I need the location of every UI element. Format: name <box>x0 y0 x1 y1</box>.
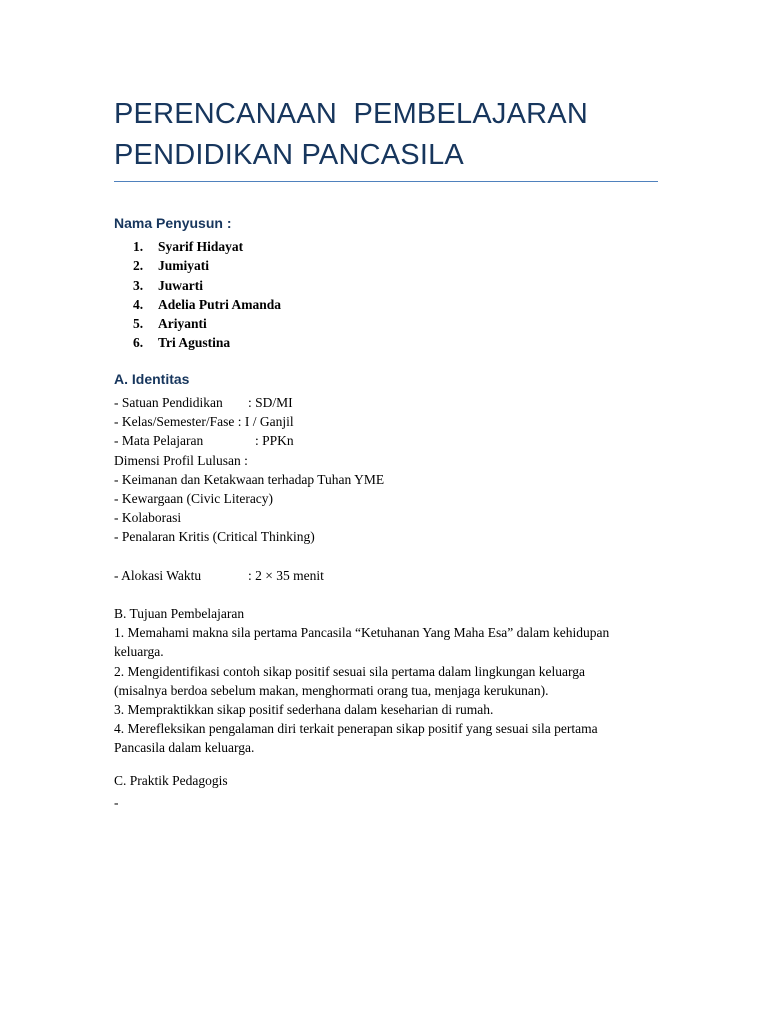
dimensi-title: Dimensi Profil Lulusan : <box>114 452 248 468</box>
identitas-block <box>114 393 384 585</box>
tujuan-line: 2. Mengidentifikasi contoh sikap positif sesuai sila pertama dalam lingkungan keluarga <box>114 663 586 679</box>
alokasi-row: - Alokasi Waktu : 2 × 35 menit <box>114 567 324 583</box>
title-underline <box>114 181 658 182</box>
tujuan-line: 3. Mempraktikkan sikap positif sederhana dalam keseharian di rumah. <box>114 701 494 717</box>
praktik-heading: C. Praktik Pedagogis <box>114 773 228 788</box>
list-item: 5. Ariyanti <box>133 316 207 332</box>
satuan-row: - Satuan Pendidikan : SD/MI <box>114 395 293 410</box>
tujuan-line: 1. Memahami makna sila pertama Pancasila “Ketuhanan Yang Maha Esa” dalam kehidupan <box>114 625 610 641</box>
dimensi-item: - Keimanan dan Ketakwaan terhadap Tuhan YME <box>114 471 385 487</box>
tujuan-line: 4. Merefleksikan pengalaman diri terkait penerapan sikap positif yang sesuai sila pertama <box>114 721 598 737</box>
kelas-row: - Kelas/Semester/Fase : I / Ganjil <box>114 414 294 430</box>
tujuan-line: keluarga. <box>114 644 164 660</box>
list-item: 6. Tri Agustina <box>133 335 231 351</box>
list-item: 1. Syarif Hidayat <box>133 239 244 254</box>
praktik-item: - <box>114 795 119 811</box>
identitas-heading: A. Identitas <box>114 371 190 387</box>
tujuan-block <box>114 604 609 758</box>
title-line-1: PERENCANAAN PEMBELAJARAN <box>114 98 588 130</box>
dimensi-item: - Kewargaan (Civic Literacy) <box>114 490 274 506</box>
title-line-2: PENDIDIKAN PANCASILA <box>114 139 464 171</box>
authors-heading: Nama Penyusun : <box>114 215 232 231</box>
list-item: 2. Jumiyati <box>133 258 210 274</box>
authors-list <box>133 237 281 353</box>
tujuan-line: (misalnya berdoa sebelum makan, menghormati orang tua, menjaga kerukunan). <box>114 682 549 698</box>
tujuan-heading: B. Tujuan Pembelajaran <box>114 606 245 621</box>
list-item: 3. Juwarti <box>133 277 203 293</box>
praktik-block <box>114 771 228 812</box>
dimensi-item: - Penalaran Kritis (Critical Thinking) <box>114 529 315 545</box>
mapel-row: - Mata Pelajaran : PPKn <box>114 433 294 449</box>
document-title <box>114 94 674 176</box>
dimensi-item: - Kolaborasi <box>114 510 182 526</box>
list-item: 4. Adelia Putri Amanda <box>133 296 282 312</box>
tujuan-line: Pancasila dalam keluarga. <box>114 740 255 756</box>
